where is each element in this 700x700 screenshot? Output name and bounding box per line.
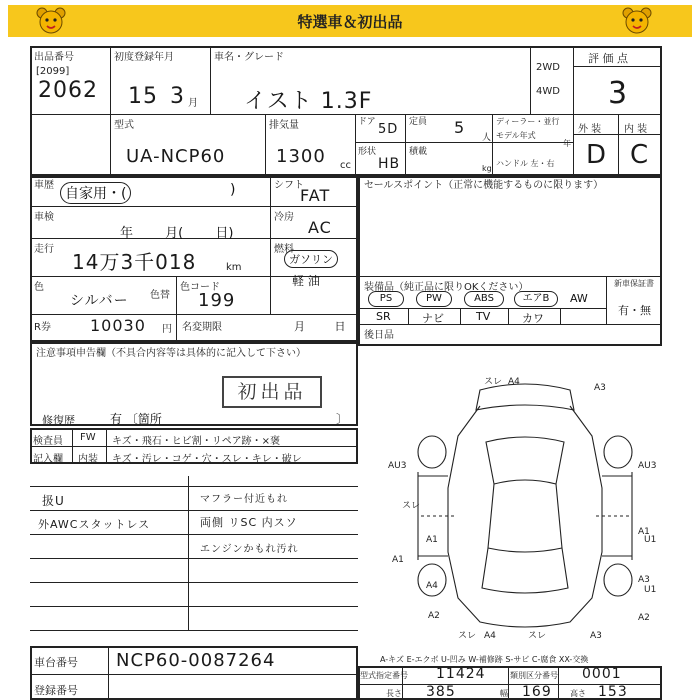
color-change-label: 色替 [150,290,170,301]
inspector-label: 検査員 [33,436,63,447]
shape-label: 形状 [358,147,377,157]
drive-4wd: 4WD [536,86,560,97]
memo-left-1: 扱U [42,494,65,508]
model-year-label: モデル年式 [496,131,536,140]
ac-value: AC [308,218,332,237]
equip-abs: ABS [464,291,504,307]
name-change-value: 月 日 [294,320,346,333]
mark-a2-right: A2 [638,613,650,623]
chassis-value: NCP60-0087264 [116,650,276,671]
damage-legend: A-キズ E-エクボ U-凹み W-補修跡 S-サビ C-腐食 XX-交換 [380,655,589,664]
mark-a1-left-2: A1 [426,535,438,545]
repair-close: 〕 [336,412,349,426]
equip-leather: カワ [522,312,544,325]
shift-value: FAT [300,186,331,205]
auction-sheet [30,46,662,700]
door-value: 5D [378,122,399,137]
points-label: セールスポイント（正常に機能するものに限ります） [364,180,604,191]
notes-label: 注意事項申告欄（不具合内容等は具体的に記入して下さい） [36,348,306,359]
new-label: 新車保証書 [614,279,654,288]
exterior-label: 外 装 [578,124,602,135]
chassis-label: 車台番号 [34,656,78,669]
displacement-value: 1300 [276,146,326,167]
memo-right-1: マフラー付近もれ [200,494,288,505]
ac-label: 冷房 [274,212,294,223]
memo-right-2: 両側 リSC 内スソ [200,516,298,529]
interior-value: C [630,140,650,170]
width-value: 169 [522,684,552,700]
fw-label: FW [80,432,96,443]
mark-sure-front: スレ [484,377,503,387]
equip-pw: PW [416,291,452,307]
memo-left-2: 外AWCスタットレス [38,518,151,531]
first-reg-month: 3 [170,84,185,109]
length-value: 385 [426,684,456,700]
dealer-label: ディーラー・並行 [496,117,560,126]
bear-mascot-icon [622,7,652,35]
handle-label: ハンドル 左・右 [496,159,555,168]
displacement-label: 排気量 [269,120,299,131]
equipment-label: 装備品（純正品に限りOKください） [364,282,529,293]
color-code-value: 199 [198,290,236,311]
aftermarket-label: 後日品 [364,330,394,341]
mileage-label: 走行 [34,244,54,255]
mark-sure-rear-left: スレ [458,631,477,641]
spec-label: 型式指定番号 [360,671,408,680]
inspection-value: 年 月( 日) [120,226,234,241]
fw-items: キズ・飛石・ヒビ割・リペア跡・×褒 [112,436,280,447]
height-value: 153 [598,684,628,700]
mark-u1-right-2: U1 [644,585,657,595]
door-label: ドア [358,117,376,127]
exterior-value: D [586,140,608,170]
memo-right-3: エンジンかもれ汚れ [200,544,299,555]
equip-aw: AW [570,292,588,305]
name-change-label: 名変期限 [182,322,222,333]
mark-sure-rear-mid: スレ [528,631,547,641]
regnum-label: 登録番号 [34,684,78,697]
grade-label: 評 価 点 [588,52,628,65]
lot-small: [2099] [36,66,70,77]
mark-a4-front: A4 [508,377,520,387]
mark-u1-right-1: U1 [644,535,657,545]
lot-number: 2062 [38,78,98,103]
repair-value: 有 〔箇所 [110,412,162,426]
repair-label: 修復歴 [42,414,75,427]
model-label: 車名・グレード [214,52,284,63]
first-reg-label: 初度登録年月 [114,52,174,63]
first-listing-stamp: 初出品 [222,376,322,408]
mark-a1-right: A1 [638,527,650,537]
mark-a3-rear: A3 [590,631,602,641]
first-reg-year: 15 [128,84,158,109]
mark-a3-right: A3 [638,575,650,585]
width-label: 幅 [500,689,508,698]
mileage-value: 14万3千018 [72,250,197,274]
displacement-unit: cc [340,160,351,171]
sales-points-frame [358,174,662,346]
new-value: 有・無 [618,304,651,317]
model-value: イスト 1.3F [244,89,373,114]
recycle-label: R券 [34,322,51,333]
mark-a2-left: A2 [428,611,440,621]
usage-label: 車歴 [34,180,54,191]
class-label: 類別区分番号 [510,671,558,680]
usage-value: 自家用・( [60,182,131,204]
banner-title: 特選車＆初出品 [297,13,403,31]
length-label: 長さ [386,689,402,698]
equip-navi: ナビ [422,312,444,325]
equip-sr: SR [376,310,391,323]
mark-a1-left-1: A1 [392,555,404,565]
equip-tv: TV [476,310,491,323]
mark-a4-rear: A4 [484,631,496,641]
drive-2wd: 2WD [536,62,560,73]
type-value: UA-NCP60 [126,146,226,167]
type-label: 型式 [114,120,134,131]
recorder-label: 記入欄 [33,454,63,465]
class-value: 0001 [582,666,622,682]
mark-a4-left: A4 [426,581,438,591]
inspection-label: 車検 [34,212,54,223]
color-code-label: 色コード [180,282,220,293]
mark-au3-right: AU3 [638,461,657,471]
color-value: シルバー [70,293,129,309]
load-label: 積載 [409,147,428,157]
vehicle-diagram [388,376,662,642]
load-unit: kg [482,164,492,173]
int-label: 内装 [78,454,98,465]
shape-value: HB [378,156,401,172]
int-items: キズ・汚レ・コゲ・穴・スレ・キレ・破レ [112,454,302,465]
spec-value: 11424 [436,666,486,682]
mileage-unit: km [226,262,242,273]
fuel-gas: ガソリン [284,250,338,268]
mark-sure-left: スレ [402,501,421,511]
color-label: 色 [34,282,44,293]
capacity-value: 5 [454,118,466,137]
mark-a3-front: A3 [594,383,606,393]
height-label: 高さ [570,689,586,698]
equip-airbag: エアB [514,291,558,307]
month-unit: 月 [188,98,198,109]
recycle-unit: 円 [162,324,172,335]
usage-close: ) [230,182,236,198]
lot-label: 出品番号 [34,52,74,63]
recycle-value: 10030 [90,316,146,335]
header-banner [8,5,692,37]
capacity-unit: 人 [482,133,492,143]
year-unit: 年 [563,139,571,148]
fuel-diesel: 軽 油 [292,274,320,288]
shift-label: シフト [274,180,304,191]
capacity-label: 定員 [409,117,428,127]
interior-label: 内 装 [624,124,648,135]
fuel-label: 燃料 [274,244,294,255]
mark-au3-left: AU3 [388,461,407,471]
grade-value: 3 [608,76,629,111]
equip-ps: PS [368,291,404,307]
